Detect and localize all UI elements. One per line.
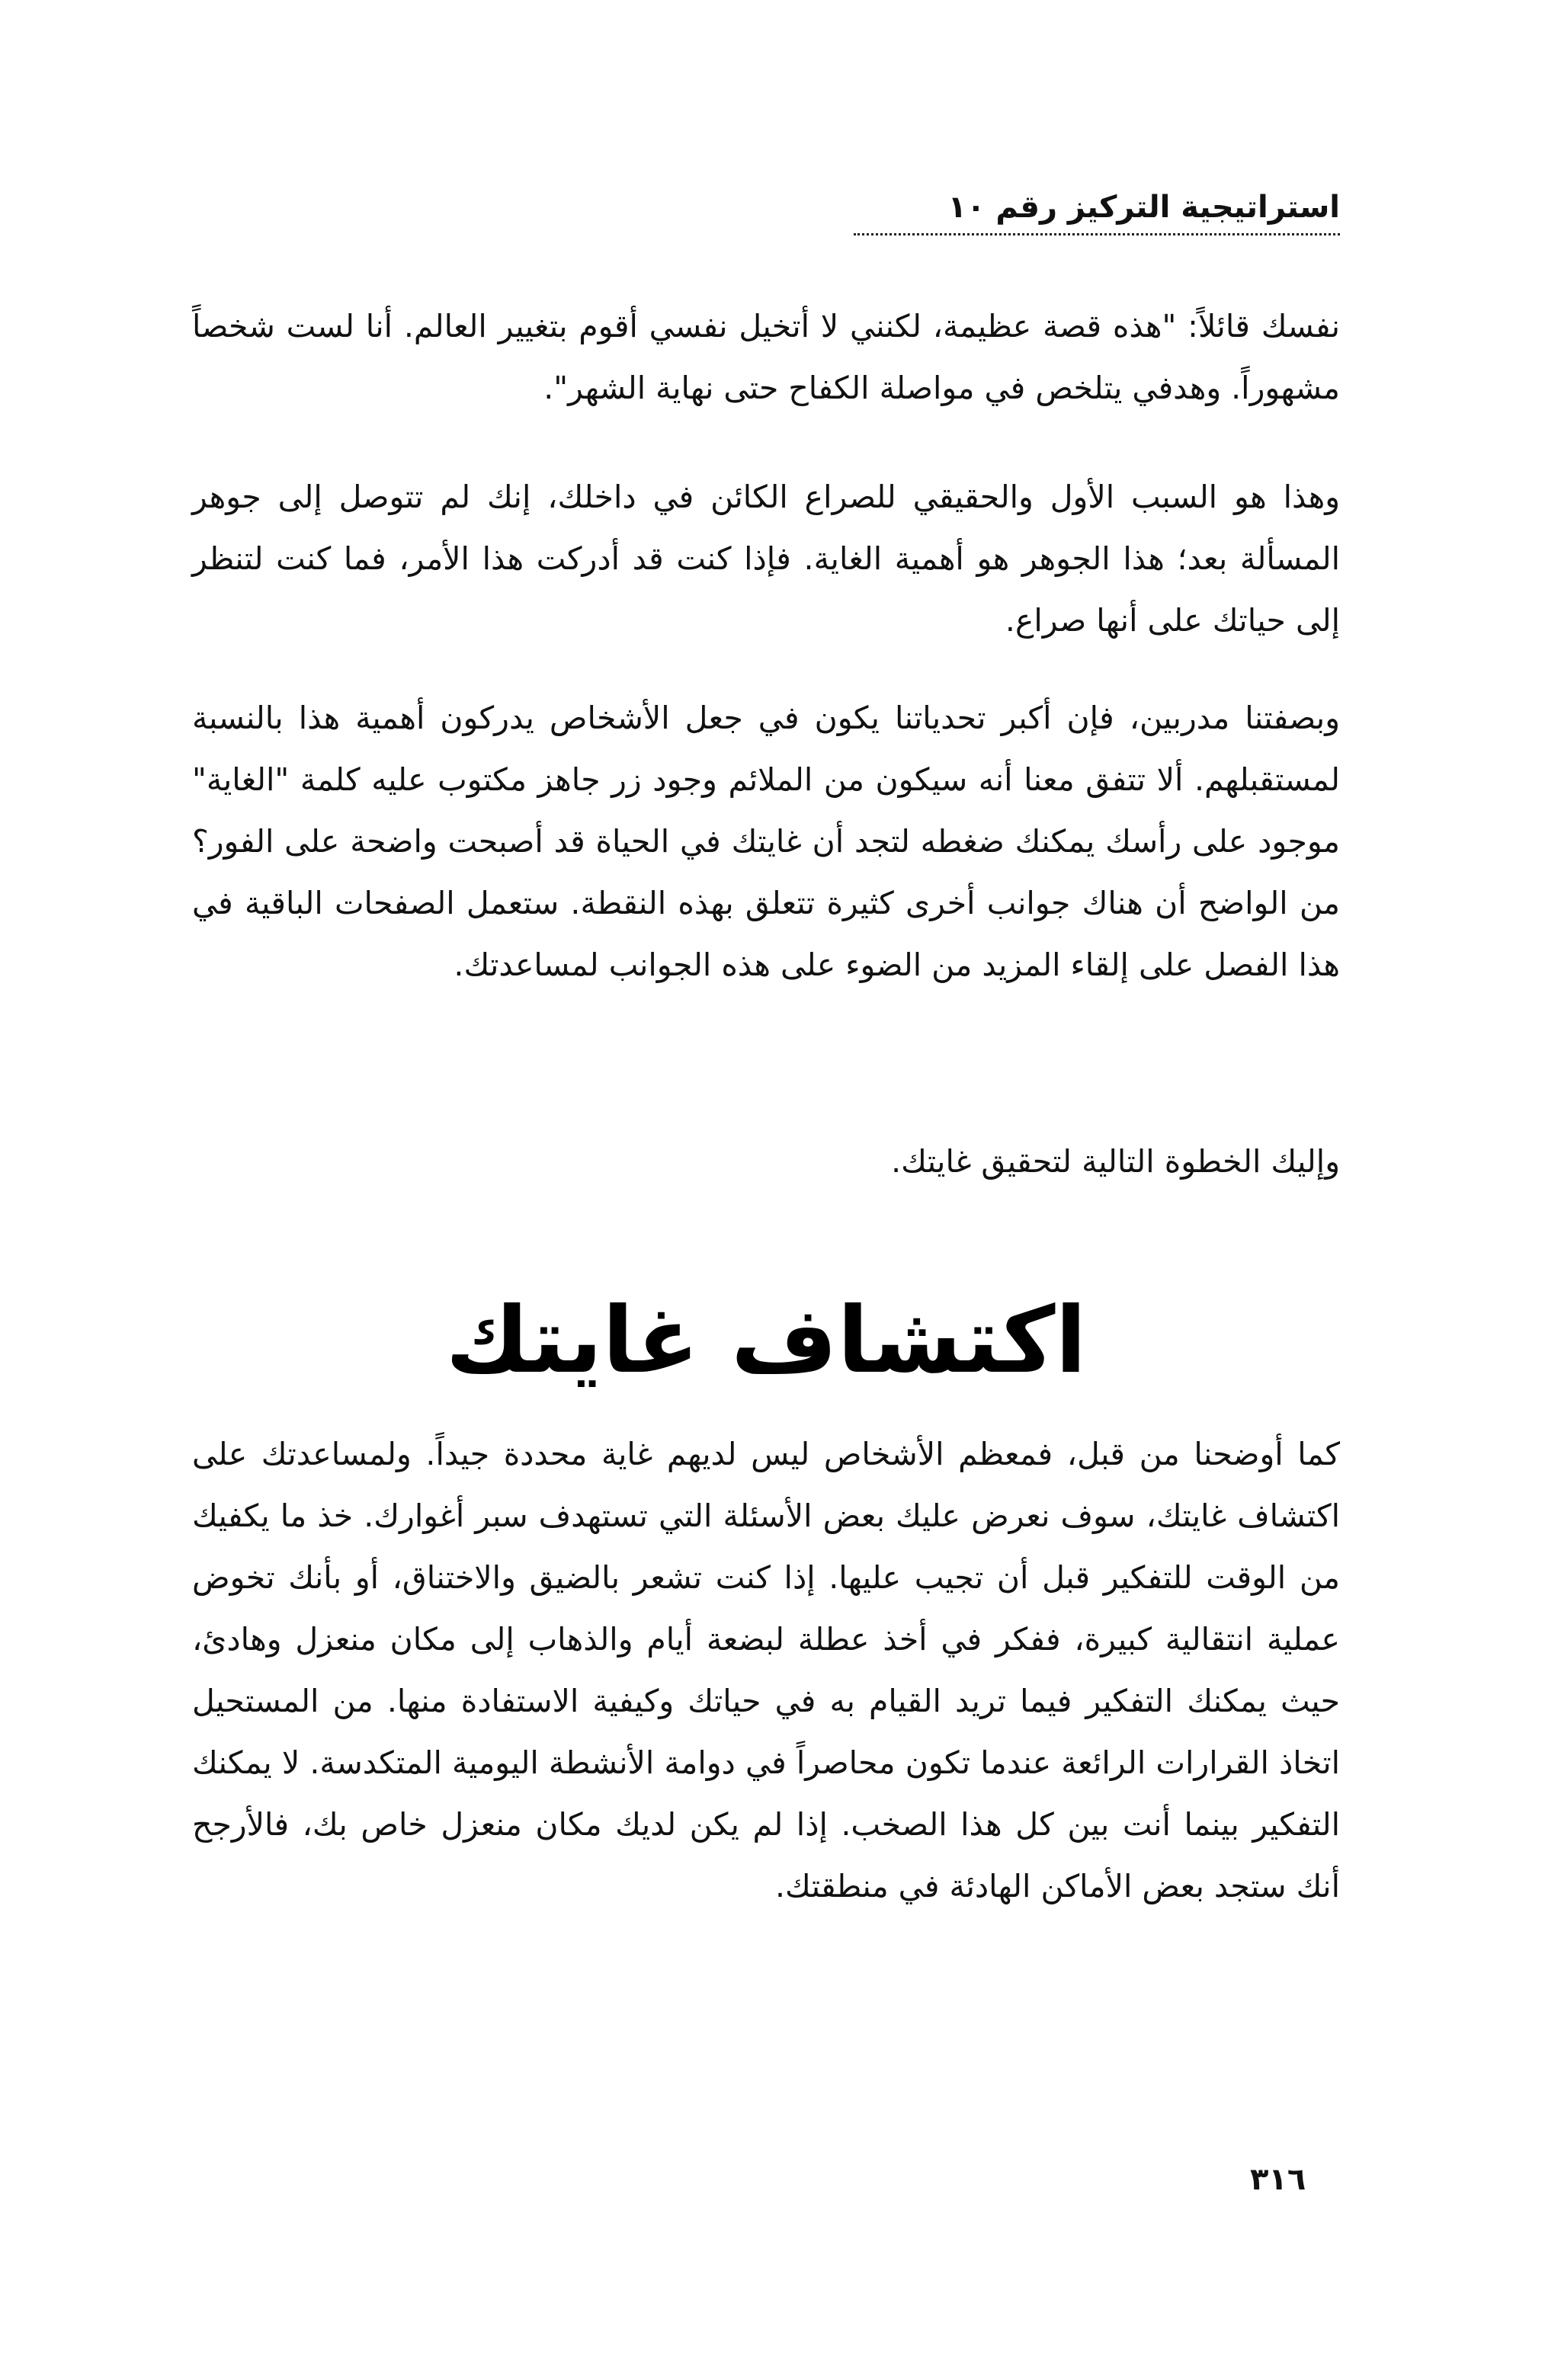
paragraph-discover-purpose: كما أوضحنا من قبل، فمعظم الأشخاص ليس لديهم غاية محددة جيداً. ولمساعدتك على اكتشاف غايتك، سوف نعرض عليك بعض الأسئلة التي تستهدف سبر أغوارك. خذ ما يكفيك من الوقت للتفكير قبل أن تجيب عليها. إذا كنت تشعر بالضيق والاختناق، أو بأنك تخوض عملية انتقالية كبيرة، ففكر في أخذ عطلة لبضعة أيام والذهاب إلى مكان منعزل وهادئ، حيث يمكنك التفكير فيما تريد القيام به في حياتك وكيفية الاستفادة منها. من المستحيل اتخاذ القرارات الرائعة عندما تكون محاصراً في دوامة الأنشطة اليومية المتكدسة. لا يمكنك التفكير بينما أنت بين كل هذا الصخب. إذا لم يكن لديك مكان منعزل خاص بك، فالأرجح أنك ستجد بعض الأماكن الهادئة في منطقتك. bbox=[192, 1436, 1340, 1904]
paragraph-coaches: وبصفتنا مدربين، فإن أكبر تحدياتنا يكون في جعل الأشخاص يدركون أهمية هذا بالنسبة لمستقبلهم. ألا تتفق معنا أنه سيكون من الملائم وجود زر جاهز مكتوب عليه كلمة "الغاية" موجود على رأسك يمكنك ضغطه لتجد أن غايتك في الحياة قد أصبحت واضحة على الفور؟ من الواضح أن هناك جوانب أخرى كثيرة تتعلق بهذه النقطة. ستعمل الصفحات الباقية في هذا الفصل على إلقاء المزيد من الضوء على هذه الجوانب لمساعدتك. bbox=[192, 700, 1340, 983]
page-number: ٣١٦ bbox=[1250, 2162, 1306, 2197]
paragraph-next-step: وإليك الخطوة التالية لتحقيق غايتك. bbox=[891, 1143, 1340, 1180]
running-header: استراتيجية التركيز رقم ١٠ bbox=[947, 190, 1340, 225]
section-heading: اكتشاف غايتك bbox=[445, 1288, 1087, 1394]
header-dotted-rule bbox=[854, 233, 1340, 235]
paragraph-conflict: وهذا هو السبب الأول والحقيقي للصراع الكائن في داخلك، إنك لم تتوصل إلى جوهر المسألة بعد؛ هذا الجوهر هو أهمية الغاية. فإذا كنت قد أدركت هذا الأمر، فما كنت لتنظر إلى حياتك على أنها صراع. bbox=[192, 479, 1340, 639]
paragraph-quote: نفسك قائلاً: "هذه قصة عظيمة، لكنني لا أتخيل نفسي أقوم بتغيير العالم. أنا لست شخصاً مشهوراً. وهدفي يتلخص في مواصلة الكفاح حتى نهاية الشهر". bbox=[192, 308, 1340, 406]
